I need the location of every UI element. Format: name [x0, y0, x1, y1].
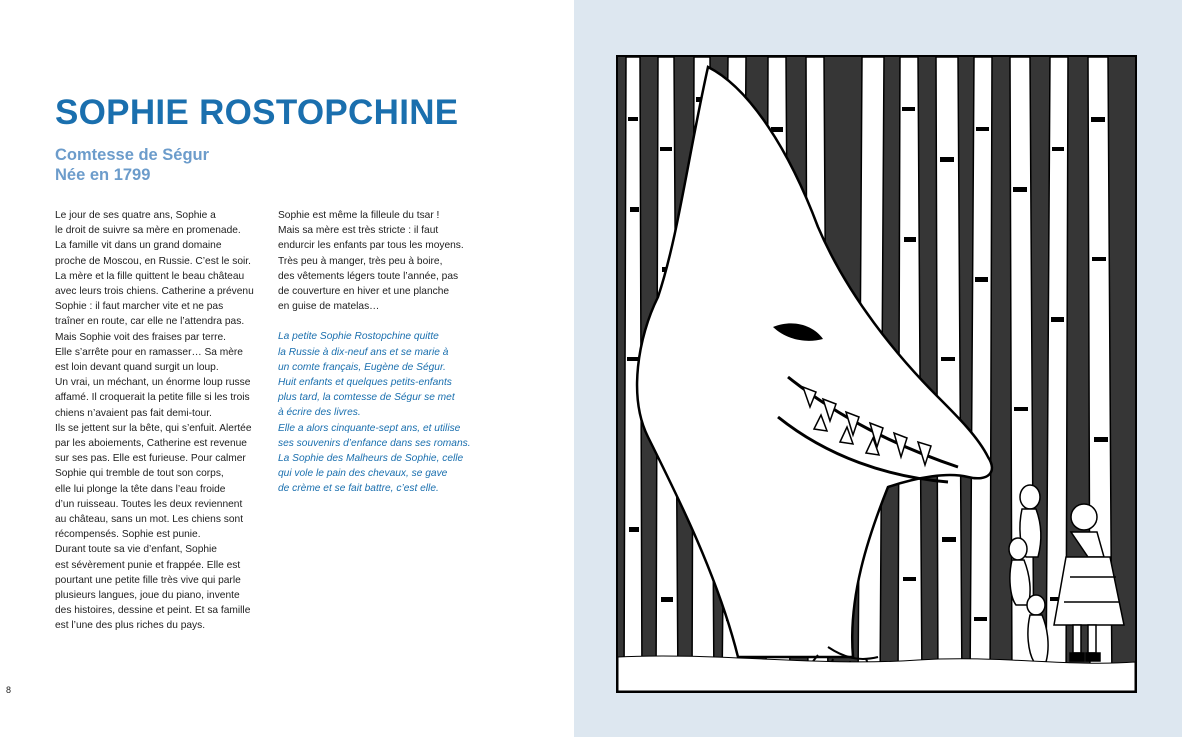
- text-line: endurcir les enfants par tous les moyens.: [278, 240, 464, 252]
- text-line: chiens n’avaient pas fait demi-tour.: [55, 407, 212, 419]
- text-line: des histoires, dessine et peint. Et sa famille: [55, 605, 251, 617]
- text-line: Durant toute sa vie d’enfant, Sophie: [55, 544, 217, 556]
- subtitle: [55, 145, 209, 185]
- body-column-1: [55, 208, 275, 634]
- italic-line: La petite Sophie Rostopchine quitte: [278, 331, 439, 343]
- text-line: est loin devant quand surgit un loup.: [55, 362, 219, 374]
- text-line: plusieurs langues, joue du piano, invente: [55, 590, 240, 602]
- text-line: Très peu à manger, très peu à boire,: [278, 255, 443, 267]
- italic-line: de crème et se fait battre, c’est elle.: [278, 483, 439, 495]
- subtitle-author: Comtesse de Ségur: [55, 146, 210, 164]
- italic-line: Huit enfants et quelques petits-enfants: [278, 377, 452, 389]
- text-line: est sévèrement punie et frappée. Elle est: [55, 559, 241, 571]
- text-line: pourtant une petite fille très vive qui parle: [55, 574, 241, 586]
- text-line: Mais Sophie voit des fraises par terre.: [55, 331, 226, 343]
- text-line: Sophie qui tremble de tout son corps,: [55, 468, 224, 480]
- text-line: Un vrai, un méchant, un énorme loup russe: [55, 377, 251, 389]
- biography-note: [278, 329, 500, 496]
- italic-line: La Sophie des Malheurs de Sophie, celle: [278, 453, 464, 465]
- text-line: Le jour de ses quatre ans, Sophie a: [55, 210, 216, 221]
- italic-line: plus tard, la comtesse de Ségur se met: [278, 392, 455, 404]
- text-line: Sophie : il faut marcher vite et ne pas: [55, 301, 224, 313]
- subtitle-birth: Née en 1799: [55, 166, 151, 184]
- left-page: [0, 0, 574, 737]
- italic-line: qui vole le pain des chevaux, se gave: [278, 468, 448, 480]
- text-line: Elle s’arrête pour en ramasser… Sa mère: [55, 346, 243, 358]
- text-line: le droit de suivre sa mère en promenade.: [55, 225, 241, 237]
- text-line: sur ses pas. Elle est furieuse. Pour calmer: [55, 453, 246, 465]
- italic-line: à écrire des livres.: [278, 407, 361, 419]
- page-title: SOPHIE ROSTOPCHINE: [55, 93, 459, 132]
- wolf-forest-illustration: [616, 55, 1137, 693]
- text-line: au château, sans un mot. Les chiens sont: [55, 514, 244, 526]
- text-line: proche de Moscou, en Russie. C’est le soir.: [55, 255, 251, 267]
- text-line: est l’une des plus riches du pays.: [55, 620, 206, 632]
- italic-line: ses souvenirs d’enfance dans ses romans.: [278, 437, 471, 449]
- italic-line: un comte français, Eugène de Ségur.: [278, 361, 446, 373]
- text-line: elle lui plonge la tête dans l’eau froide: [55, 483, 226, 495]
- text-line: par les aboiements, Catherine est revenue: [55, 438, 247, 450]
- text-line: des vêtements légers toute l’année, pas: [278, 270, 459, 282]
- text-line: Ils se jettent sur la bête, qui s’enfuit. Alertée: [55, 422, 252, 434]
- text-line: La famille vit dans un grand domaine: [55, 240, 222, 252]
- text-line: récompensés. Sophie est punie.: [55, 529, 201, 541]
- text-line: d’un ruisseau. Toutes les deux reviennent: [55, 498, 243, 510]
- text-line: affamé. Il croquerait la petite fille si les trois: [55, 392, 250, 404]
- italic-line: la Russie à dix-neuf ans et se marie à: [278, 346, 449, 358]
- text-line: Mais sa mère est très stricte : il faut: [278, 225, 439, 237]
- text-line: avec leurs trois chiens. Catherine a prévenu: [55, 286, 254, 298]
- text-line: Sophie est même la filleule du tsar !: [278, 210, 440, 221]
- text-line: La mère et la fille quittent le beau château: [55, 270, 245, 282]
- italic-line: Elle a alors cinquante-sept ans, et utilise: [278, 422, 461, 434]
- text-line: traîner en route, car elle ne l’attendra pas.: [55, 316, 245, 328]
- text-line: en guise de matelas…: [278, 301, 380, 313]
- body-column-2: [278, 208, 500, 497]
- page-number: 8: [6, 685, 12, 695]
- text-line: de couverture en hiver et une planche: [278, 286, 450, 298]
